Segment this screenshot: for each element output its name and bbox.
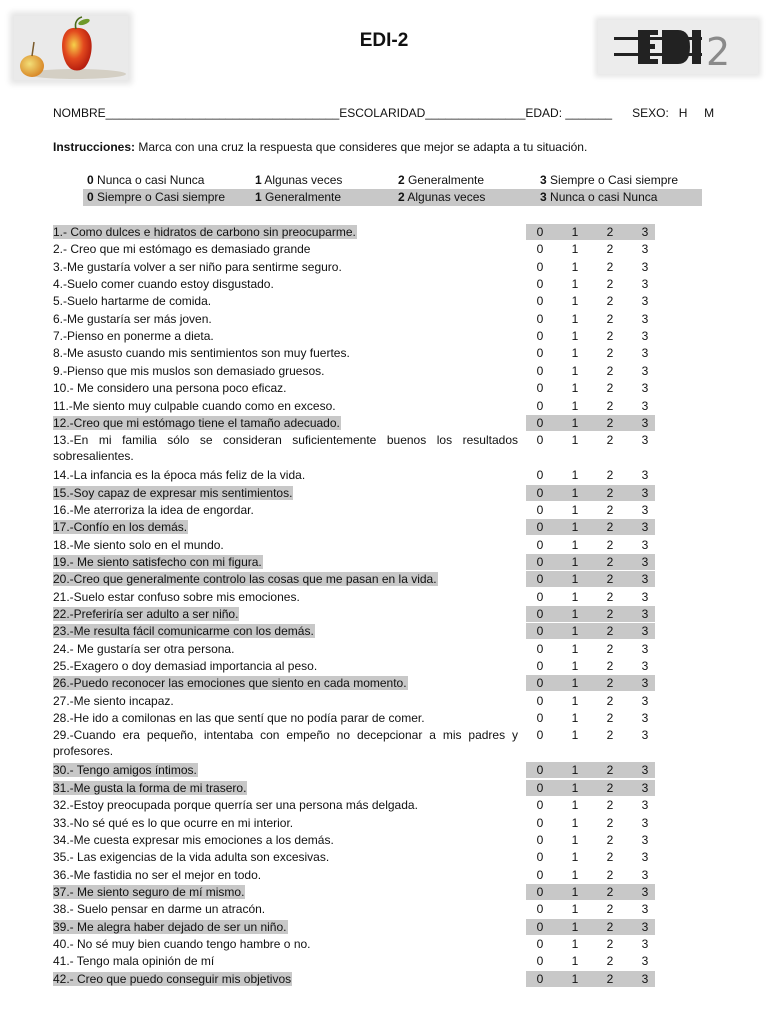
answer-option-1[interactable]: 1	[571, 832, 579, 847]
answer-option-3[interactable]: 3	[641, 884, 649, 899]
answer-option-0[interactable]: 0	[536, 693, 544, 708]
answer-option-0[interactable]: 0	[536, 363, 544, 378]
answer-option-3[interactable]: 3	[641, 329, 649, 344]
answer-option-0[interactable]: 0	[536, 850, 544, 865]
question-text: 21.-Suelo estar confuso sobre mis emociones.	[53, 589, 300, 604]
answer-option-0[interactable]: 0	[536, 867, 544, 882]
question-text: 33.-No sé qué es lo que ocurre en mi interior.	[53, 815, 294, 830]
answer-option-0[interactable]: 0	[536, 520, 544, 535]
answer-option-0[interactable]: 0	[536, 780, 544, 795]
answer-option-1[interactable]: 1	[571, 433, 579, 448]
answer-option-3[interactable]: 3	[641, 693, 649, 708]
answer-options	[526, 467, 655, 483]
answer-option-2[interactable]: 2	[606, 659, 614, 674]
question-text: 41.- Tengo mala opinión de mí	[53, 954, 215, 969]
answer-option-1[interactable]: 1	[571, 850, 579, 865]
scale-option: 0 Siempre o Casi siempre	[87, 190, 226, 204]
answer-option-2[interactable]: 2	[606, 711, 614, 726]
answer-options	[526, 832, 655, 848]
answer-option-1[interactable]: 1	[571, 485, 579, 500]
answer-options	[526, 727, 655, 743]
answer-option-3[interactable]: 3	[641, 381, 649, 396]
answer-option-1[interactable]: 1	[571, 971, 579, 986]
answer-option-3[interactable]: 3	[641, 641, 649, 656]
question-text: 32.-Estoy preocupada porque querría ser una persona más delgada.	[53, 798, 418, 813]
answer-option-1[interactable]: 1	[571, 659, 579, 674]
answer-option-3[interactable]: 3	[641, 520, 649, 535]
answer-option-2[interactable]: 2	[606, 798, 614, 813]
answer-option-0[interactable]: 0	[536, 641, 544, 656]
answer-option-3[interactable]: 3	[641, 902, 649, 917]
question-text: 10.- Me considero una persona poco eficaz.	[53, 381, 287, 396]
scale-legend-normal	[83, 172, 702, 189]
answer-option-3[interactable]: 3	[641, 589, 649, 604]
answer-options	[526, 884, 655, 900]
answer-option-1[interactable]: 1	[571, 294, 579, 309]
answer-option-2[interactable]: 2	[606, 902, 614, 917]
answer-option-3[interactable]: 3	[641, 867, 649, 882]
answer-option-3[interactable]: 3	[641, 936, 649, 951]
answer-option-0[interactable]: 0	[536, 398, 544, 413]
answer-option-3[interactable]: 3	[641, 259, 649, 274]
scale-option: 0 Nunca o casi Nunca	[87, 173, 205, 187]
question-text: 2.- Creo que mi estómago es demasiado grande	[53, 242, 311, 257]
answer-option-1[interactable]: 1	[571, 415, 579, 430]
question-text: 15.-Soy capaz de expresar mis sentimientos.	[53, 485, 293, 500]
question-text: 34.-Me cuesta expresar mis emociones a los demás.	[53, 832, 334, 847]
answer-option-3[interactable]: 3	[641, 850, 649, 865]
question-text: 5.-Suelo hartarme de comida.	[53, 294, 212, 309]
question-text: 9.-Pienso que mis muslos son demasiado gruesos.	[53, 363, 325, 378]
answer-option-3[interactable]: 3	[641, 919, 649, 934]
answer-option-3[interactable]: 3	[641, 832, 649, 847]
answer-option-1[interactable]: 1	[571, 520, 579, 535]
answer-option-3[interactable]: 3	[641, 225, 649, 239]
answer-option-3[interactable]: 3	[641, 728, 649, 743]
answer-options	[526, 867, 655, 883]
answer-option-2[interactable]: 2	[606, 936, 614, 951]
answer-option-1[interactable]: 1	[571, 884, 579, 899]
answer-option-2[interactable]: 2	[606, 728, 614, 743]
answer-option-1[interactable]: 1	[571, 763, 579, 778]
answer-option-0[interactable]: 0	[536, 311, 544, 326]
answer-option-2[interactable]: 2	[606, 433, 614, 448]
answer-option-0[interactable]: 0	[536, 537, 544, 552]
answer-option-3[interactable]: 3	[641, 971, 649, 986]
answer-options	[526, 971, 655, 987]
question-text: 4.-Suelo comer cuando estoy disgustado.	[53, 277, 274, 292]
answer-option-0[interactable]: 0	[536, 659, 544, 674]
answer-option-0[interactable]: 0	[536, 798, 544, 813]
answer-options	[526, 259, 655, 275]
form-fields-line: NOMBRE___________________________________ESCOLARIDAD_______________EDAD: _______ SEXO: H M	[53, 106, 715, 120]
answer-option-2[interactable]: 2	[606, 329, 614, 344]
answer-option-3[interactable]: 3	[641, 572, 649, 587]
answer-option-2[interactable]: 2	[606, 763, 614, 778]
page-title: EDI-2	[359, 30, 409, 51]
answer-option-0[interactable]: 0	[536, 433, 544, 448]
answer-options	[526, 571, 655, 587]
answer-option-1[interactable]: 1	[571, 329, 579, 344]
answer-option-0[interactable]: 0	[536, 468, 544, 483]
answer-option-3[interactable]: 3	[641, 954, 649, 969]
answer-option-1[interactable]: 1	[571, 780, 579, 795]
answer-options	[526, 849, 655, 865]
answer-option-0[interactable]: 0	[536, 502, 544, 517]
answer-option-0[interactable]: 0	[536, 902, 544, 917]
answer-option-3[interactable]: 3	[641, 485, 649, 500]
answer-options	[526, 710, 655, 726]
answer-options	[526, 276, 655, 292]
answer-options	[526, 815, 655, 831]
answer-option-3[interactable]: 3	[641, 415, 649, 430]
scale-option: 1 Algunas veces	[255, 173, 343, 187]
answer-options	[526, 293, 655, 309]
answer-option-0[interactable]: 0	[536, 919, 544, 934]
instructions	[53, 140, 587, 154]
answer-option-1[interactable]: 1	[571, 259, 579, 274]
answer-option-1[interactable]: 1	[571, 381, 579, 396]
answer-option-2[interactable]: 2	[606, 676, 614, 691]
answer-option-0[interactable]: 0	[536, 329, 544, 344]
question-text: 31.-Me gusta la forma de mi trasero.	[53, 780, 247, 795]
answer-options	[526, 693, 655, 709]
answer-option-2[interactable]: 2	[606, 954, 614, 969]
answer-option-1[interactable]: 1	[571, 624, 579, 639]
answer-option-1[interactable]: 1	[571, 693, 579, 708]
answer-option-2[interactable]: 2	[606, 502, 614, 517]
answer-option-0[interactable]: 0	[536, 711, 544, 726]
answer-option-1[interactable]: 1	[571, 242, 579, 257]
answer-option-2[interactable]: 2	[606, 867, 614, 882]
answer-option-2[interactable]: 2	[606, 398, 614, 413]
answer-option-1[interactable]: 1	[571, 798, 579, 813]
scale-legend-reversed	[83, 189, 702, 206]
answer-options	[526, 485, 655, 501]
answer-option-2[interactable]: 2	[606, 624, 614, 639]
question-text: 18.-Me siento solo en el mundo.	[53, 537, 224, 552]
answer-option-0[interactable]: 0	[536, 572, 544, 587]
answer-option-3[interactable]: 3	[641, 607, 649, 621]
answer-option-2[interactable]: 2	[606, 607, 614, 621]
scale-option: 3 Nunca o casi Nunca	[540, 190, 658, 204]
answer-option-2[interactable]: 2	[606, 850, 614, 865]
answer-options	[526, 919, 655, 935]
answer-options	[526, 675, 655, 691]
instructions-label: Instrucciones:	[53, 140, 136, 154]
answer-options	[526, 224, 655, 240]
answer-option-2[interactable]: 2	[606, 780, 614, 795]
answer-option-3[interactable]: 3	[641, 502, 649, 517]
answer-options	[526, 623, 655, 639]
answer-option-3[interactable]: 3	[641, 798, 649, 813]
answer-option-3[interactable]: 3	[641, 277, 649, 292]
answer-options	[526, 398, 655, 414]
answer-option-2[interactable]: 2	[606, 346, 614, 361]
question-text: 40.- No sé muy bien cuando tengo hambre o no.	[53, 936, 311, 951]
question-text: 16.-Me aterroriza la idea de engordar.	[53, 502, 254, 517]
answer-option-0[interactable]: 0	[536, 242, 544, 257]
instructions-text: Marca con una cruz la respuesta que consideres que mejor se adapta a tu situación.	[135, 140, 588, 154]
answer-option-1[interactable]: 1	[571, 902, 579, 917]
svg-text:2: 2	[706, 30, 731, 74]
answer-option-2[interactable]: 2	[606, 381, 614, 396]
answer-option-2[interactable]: 2	[606, 277, 614, 292]
answer-option-1[interactable]: 1	[571, 468, 579, 483]
answer-option-2[interactable]: 2	[606, 485, 614, 500]
answer-option-0[interactable]: 0	[536, 485, 544, 500]
answer-option-0[interactable]: 0	[536, 225, 544, 239]
answer-option-3[interactable]: 3	[641, 242, 649, 257]
question-text: 23.-Me resulta fácil comunicarme con los demás.	[53, 624, 314, 639]
answer-option-1[interactable]: 1	[571, 277, 579, 292]
question-text: 6.-Me gustaría ser más joven.	[53, 311, 212, 326]
scale-option: 1 Generalmente	[255, 190, 342, 204]
answer-option-2[interactable]: 2	[606, 363, 614, 378]
answer-option-2[interactable]: 2	[606, 693, 614, 708]
answer-option-2[interactable]: 2	[606, 468, 614, 483]
question-text: 12.-Creo que mi estómago tiene el tamaño adecuado.	[53, 415, 340, 430]
answer-options	[526, 519, 655, 535]
answer-option-2[interactable]: 2	[606, 259, 614, 274]
answer-option-1[interactable]: 1	[571, 728, 579, 743]
answer-option-3[interactable]: 3	[641, 763, 649, 778]
answer-options	[526, 380, 655, 396]
answer-option-2[interactable]: 2	[606, 971, 614, 986]
answer-options	[526, 641, 655, 657]
answer-option-1[interactable]: 1	[571, 676, 579, 691]
answer-option-3[interactable]: 3	[641, 468, 649, 483]
answer-options	[526, 502, 655, 518]
answer-option-1[interactable]: 1	[571, 815, 579, 830]
question-text: 25.-Exagero o doy demasiad importancia al peso.	[53, 659, 318, 674]
answer-option-1[interactable]: 1	[571, 607, 579, 621]
answer-option-1[interactable]: 1	[571, 711, 579, 726]
answer-options	[526, 363, 655, 379]
answer-option-2[interactable]: 2	[606, 225, 614, 239]
answer-option-0[interactable]: 0	[536, 554, 544, 569]
answer-options	[526, 432, 655, 448]
answer-option-0[interactable]: 0	[536, 763, 544, 778]
answer-option-0[interactable]: 0	[536, 936, 544, 951]
question-text: 28.-He ido a comilonas en las que sentí que no podía parar de comer.	[53, 711, 425, 726]
question-text: 20.-Creo que generalmente controlo las cosas que me pasan en la vida.	[53, 572, 437, 587]
answer-option-0[interactable]: 0	[536, 294, 544, 309]
question-text: 17.-Confío en los demás.	[53, 520, 188, 535]
question-text: 39.- Me alegra haber dejado de ser un niño.	[53, 919, 287, 934]
answer-option-0[interactable]: 0	[536, 954, 544, 969]
answer-option-3[interactable]: 3	[641, 433, 649, 448]
question-text: 7.-Pienso en ponerme a dieta.	[53, 329, 214, 344]
answer-options	[526, 797, 655, 813]
answer-option-1[interactable]: 1	[571, 936, 579, 951]
question-text: 19.- Me siento satisfecho con mi figura.	[53, 554, 262, 569]
answer-option-0[interactable]: 0	[536, 971, 544, 986]
answer-option-0[interactable]: 0	[536, 815, 544, 830]
question-text: 14.-La infancia es la época más feliz de la vida.	[53, 468, 306, 483]
scale-option: 2 Algunas veces	[398, 190, 486, 204]
question-text: 26.-Puedo reconocer las emociones que siento en cada momento.	[53, 676, 407, 691]
answer-option-2[interactable]: 2	[606, 815, 614, 830]
question-text: 3.-Me gustaría volver a ser niño para sentirme seguro.	[53, 259, 342, 274]
answer-option-1[interactable]: 1	[571, 919, 579, 934]
answer-options	[526, 762, 655, 778]
answer-option-1[interactable]: 1	[571, 311, 579, 326]
answer-option-3[interactable]: 3	[641, 659, 649, 674]
answer-option-2[interactable]: 2	[606, 572, 614, 587]
answer-option-1[interactable]: 1	[571, 867, 579, 882]
answer-option-1[interactable]: 1	[571, 346, 579, 361]
answer-option-0[interactable]: 0	[536, 676, 544, 691]
answer-option-3[interactable]: 3	[641, 537, 649, 552]
question-text: 22.-Preferiría ser adulto a ser niño.	[53, 607, 239, 621]
answer-option-3[interactable]: 3	[641, 780, 649, 795]
answer-option-0[interactable]: 0	[536, 624, 544, 639]
answer-option-1[interactable]: 1	[571, 502, 579, 517]
answer-option-2[interactable]: 2	[606, 242, 614, 257]
question-text: 36.-Me fastidia no ser el mejor en todo.	[53, 867, 262, 882]
answer-option-1[interactable]: 1	[571, 225, 579, 239]
answer-option-2[interactable]: 2	[606, 919, 614, 934]
answer-option-0[interactable]: 0	[536, 728, 544, 743]
answer-option-1[interactable]: 1	[571, 954, 579, 969]
answer-option-0[interactable]: 0	[536, 832, 544, 847]
answer-option-2[interactable]: 2	[606, 415, 614, 430]
question-text: 42.- Creo que puedo conseguir mis objetivos	[53, 971, 292, 986]
answer-options	[526, 345, 655, 361]
answer-options	[526, 953, 655, 969]
question-text: 1.- Como dulces e hidratos de carbono sin preocuparme.	[53, 225, 356, 239]
answer-option-2[interactable]: 2	[606, 294, 614, 309]
answer-option-1[interactable]: 1	[571, 554, 579, 569]
answer-option-3[interactable]: 3	[641, 311, 649, 326]
answer-options	[526, 554, 655, 570]
question-text: 37.- Me siento seguro de mí mismo.	[53, 884, 245, 899]
answer-option-0[interactable]: 0	[536, 346, 544, 361]
answer-options	[526, 311, 655, 327]
answer-option-3[interactable]: 3	[641, 815, 649, 830]
answer-option-3[interactable]: 3	[641, 346, 649, 361]
question-text: 24.- Me gustaría ser otra persona.	[53, 641, 235, 656]
answer-option-3[interactable]: 3	[641, 711, 649, 726]
answer-option-3[interactable]: 3	[641, 676, 649, 691]
answer-options	[526, 780, 655, 796]
question-text: 29.-Cuando era pequeño, intentaba con empeño no decepcionar a mis padres y profesores.	[53, 728, 518, 759]
answer-options	[526, 589, 655, 605]
answer-options	[526, 606, 655, 622]
answer-option-2[interactable]: 2	[606, 641, 614, 656]
answer-option-2[interactable]: 2	[606, 311, 614, 326]
answer-option-2[interactable]: 2	[606, 884, 614, 899]
answer-option-2[interactable]: 2	[606, 832, 614, 847]
answer-options	[526, 415, 655, 431]
answer-option-2[interactable]: 2	[606, 554, 614, 569]
question-text: 38.- Suelo pensar en darme un atracón.	[53, 902, 266, 917]
question-text: 8.-Me asusto cuando mis sentimientos son muy fuertes.	[53, 346, 350, 361]
answer-option-0[interactable]: 0	[536, 259, 544, 274]
scale-option: 2 Generalmente	[398, 173, 485, 187]
answer-option-1[interactable]: 1	[571, 363, 579, 378]
answer-option-0[interactable]: 0	[536, 884, 544, 899]
answer-options	[526, 537, 655, 553]
answer-option-2[interactable]: 2	[606, 520, 614, 535]
answer-option-1[interactable]: 1	[571, 572, 579, 587]
answer-option-1[interactable]: 1	[571, 641, 579, 656]
answer-option-0[interactable]: 0	[536, 277, 544, 292]
answer-option-0[interactable]: 0	[536, 589, 544, 604]
answer-option-0[interactable]: 0	[536, 381, 544, 396]
answer-option-0[interactable]: 0	[536, 415, 544, 430]
answer-options	[526, 936, 655, 952]
answer-options	[526, 658, 655, 674]
answer-options	[526, 901, 655, 917]
question-text: 30.- Tengo amigos íntimos.	[53, 763, 197, 778]
answer-option-2[interactable]: 2	[606, 537, 614, 552]
scale-option: 3 Siempre o Casi siempre	[540, 173, 679, 187]
question-text: 11.-Me siento muy culpable cuando como en exceso.	[53, 398, 336, 413]
answer-option-3[interactable]: 3	[641, 554, 649, 569]
answer-option-1[interactable]: 1	[571, 537, 579, 552]
question-text: 27.-Me siento incapaz.	[53, 693, 174, 708]
answer-option-1[interactable]: 1	[571, 398, 579, 413]
answer-option-1[interactable]: 1	[571, 589, 579, 604]
answer-option-3[interactable]: 3	[641, 294, 649, 309]
question-text: 13.-En mi familia sólo se consideran suficientemente buenos los resultados sobresalientes.	[53, 433, 518, 464]
answer-options	[526, 241, 655, 257]
answer-options	[526, 328, 655, 344]
answer-option-2[interactable]: 2	[606, 589, 614, 604]
answer-option-3[interactable]: 3	[641, 624, 649, 639]
answer-option-3[interactable]: 3	[641, 398, 649, 413]
answer-option-0[interactable]: 0	[536, 607, 544, 621]
question-text: 35.- Las exigencias de la vida adulta son excesivas.	[53, 850, 330, 865]
answer-option-3[interactable]: 3	[641, 363, 649, 378]
